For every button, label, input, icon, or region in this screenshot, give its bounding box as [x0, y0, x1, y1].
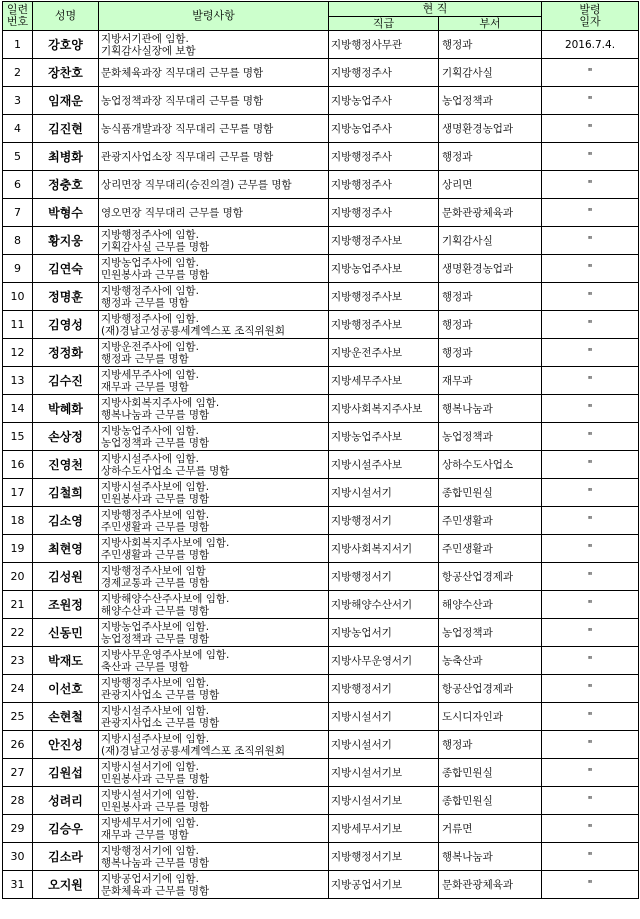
- row-order-text: [99, 675, 329, 703]
- row-current-grade: 지방행정서기: [329, 563, 439, 591]
- row-current-grade: 지방행정서기: [329, 675, 439, 703]
- row-order-text: [99, 199, 329, 227]
- table-row: [3, 731, 639, 759]
- row-order-line1: 지방서기관에 임함.: [101, 32, 189, 45]
- row-order-line1: 문화체육과장 직무대리 근무를 명함: [101, 66, 264, 79]
- row-order-line1: 지방시설주사보에 임함.: [101, 732, 210, 745]
- row-current-grade: 지방시설주사보: [329, 451, 439, 479]
- row-name: 손상정: [33, 423, 99, 451]
- row-serial-number: 7: [3, 199, 33, 227]
- header-grade: 직급: [329, 17, 439, 31]
- row-order-line2: 경제교통과 근무를 명함: [101, 576, 210, 589]
- row-order-line2: 행정과 근무를 명함: [101, 296, 189, 309]
- row-current-grade: 지방시설서기: [329, 703, 439, 731]
- row-serial-number: 15: [3, 423, 33, 451]
- row-serial-number: 30: [3, 843, 33, 871]
- row-order-date: ": [542, 479, 639, 507]
- row-current-department: 행정과: [439, 311, 542, 339]
- row-order-line1: 지방시설서기에 임함.: [101, 760, 199, 773]
- row-name: 조원정: [33, 591, 99, 619]
- row-order-text: [99, 815, 329, 843]
- row-order-line2: 주민생활과 근무를 명함: [101, 520, 210, 533]
- row-current-department: 농업정책과: [439, 619, 542, 647]
- row-current-grade: 지방행정주사보: [329, 311, 439, 339]
- row-order-date: ": [542, 311, 639, 339]
- row-order-date: ": [542, 675, 639, 703]
- row-order-text: [99, 311, 329, 339]
- row-order-line1: 지방행정주사보에 임함.: [101, 508, 210, 521]
- table-row: [3, 199, 639, 227]
- row-order-date: ": [542, 59, 639, 87]
- row-order-text: [99, 31, 329, 59]
- row-order-text: [99, 423, 329, 451]
- row-name: 박형수: [33, 199, 99, 227]
- row-serial-number: 13: [3, 367, 33, 395]
- row-serial-number: 24: [3, 675, 33, 703]
- row-current-grade: 지방농업주사: [329, 87, 439, 115]
- table-row: [3, 87, 639, 115]
- row-order-line2: 재무과 근무를 명함: [101, 380, 189, 393]
- row-order-text: [99, 535, 329, 563]
- row-current-department: 행정과: [439, 31, 542, 59]
- row-order-date: ": [542, 283, 639, 311]
- row-order-line1: 상리면장 직무대리(승진의결) 근무를 명함: [101, 178, 292, 191]
- row-order-line1: 농업정책과장 직무대리 근무를 명함: [101, 94, 264, 107]
- row-name: 김철희: [33, 479, 99, 507]
- row-name: 김연숙: [33, 255, 99, 283]
- row-current-grade: 지방농업서기: [329, 619, 439, 647]
- row-name: 장찬호: [33, 59, 99, 87]
- header-serial-line1: 일련: [6, 3, 29, 16]
- row-order-line2: 주민생활과 근무를 명함: [101, 548, 210, 561]
- row-current-department: 종합민원실: [439, 479, 542, 507]
- row-serial-number: 3: [3, 87, 33, 115]
- row-order-text: [99, 367, 329, 395]
- row-order-line1: 지방행정주사보에 임함.: [101, 676, 210, 689]
- row-current-grade: 지방행정주사보: [329, 227, 439, 255]
- row-current-department: 문화관광체육과: [439, 871, 542, 899]
- row-serial-number: 23: [3, 647, 33, 675]
- row-current-department: 도시디자인과: [439, 703, 542, 731]
- row-current-grade: 지방세무주사보: [329, 367, 439, 395]
- row-order-line1: 지방운전주사에 임함.: [101, 340, 199, 353]
- row-order-text: [99, 507, 329, 535]
- row-order-line2: 민원봉사과 근무를 명함: [101, 800, 210, 813]
- header-name: 성명: [33, 2, 99, 31]
- row-name: 정충호: [33, 171, 99, 199]
- row-serial-number: 31: [3, 871, 33, 899]
- row-order-line2: (재)경남고성공룡세계엑스포 조직위원회: [101, 744, 285, 757]
- row-current-department: 종합민원실: [439, 759, 542, 787]
- row-name: 박재도: [33, 647, 99, 675]
- row-order-line2: 민원봉사과 근무를 명함: [101, 492, 210, 505]
- row-order-text: [99, 843, 329, 871]
- row-current-department: 행복나눔과: [439, 843, 542, 871]
- row-order-date: ": [542, 591, 639, 619]
- row-name: 김승우: [33, 815, 99, 843]
- row-name: 강호양: [33, 31, 99, 59]
- row-order-line1: 지방세무서기에 임함.: [101, 816, 199, 829]
- header-serial-number: [3, 2, 33, 31]
- row-order-line2: 재무과 근무를 명함: [101, 828, 189, 841]
- row-order-text: [99, 703, 329, 731]
- row-name: 임재운: [33, 87, 99, 115]
- table-row: [3, 507, 639, 535]
- row-order-text: [99, 731, 329, 759]
- row-order-text: [99, 395, 329, 423]
- table-row: [3, 339, 639, 367]
- table-row: [3, 843, 639, 871]
- table-row: [3, 227, 639, 255]
- row-order-line1: 지방행정서기에 임함.: [101, 844, 199, 857]
- row-name: 손현철: [33, 703, 99, 731]
- row-order-line1: 영오면장 직무대리 근무를 명함: [101, 206, 243, 219]
- row-name: 진영천: [33, 451, 99, 479]
- table-row: [3, 451, 639, 479]
- row-order-text: [99, 591, 329, 619]
- row-current-department: 상리면: [439, 171, 542, 199]
- row-name: 황지웅: [33, 227, 99, 255]
- row-order-line2: 행정과 근무를 명함: [101, 352, 189, 365]
- table-row: [3, 143, 639, 171]
- row-order-line1: 지방사무운영주사보에 임함.: [101, 648, 230, 661]
- row-order-text: [99, 759, 329, 787]
- row-order-line1: 관광지사업소장 직무대리 근무를 명함: [101, 150, 274, 163]
- table-row: [3, 171, 639, 199]
- row-serial-number: 16: [3, 451, 33, 479]
- row-order-line1: 지방해양수산주사보에 임함.: [101, 592, 230, 605]
- row-order-text: [99, 479, 329, 507]
- row-order-date: ": [542, 815, 639, 843]
- header-order: 발령사항: [99, 2, 329, 31]
- row-current-grade: 지방행정서기보: [329, 843, 439, 871]
- row-order-date: ": [542, 339, 639, 367]
- row-current-grade: 지방운전주사보: [329, 339, 439, 367]
- row-order-line2: 축산과 근무를 명함: [101, 660, 189, 673]
- row-name: 김원섭: [33, 759, 99, 787]
- row-order-text: [99, 787, 329, 815]
- row-serial-number: 27: [3, 759, 33, 787]
- row-serial-number: 11: [3, 311, 33, 339]
- row-order-date: ": [542, 199, 639, 227]
- row-current-department: 농업정책과: [439, 423, 542, 451]
- row-current-grade: 지방시설서기: [329, 731, 439, 759]
- table-row: [3, 871, 639, 899]
- row-order-line1: 지방시설주사보에 임함.: [101, 704, 210, 717]
- row-order-line2: (재)경남고성공룡세계엑스포 조직위원회: [101, 324, 285, 337]
- row-order-date: ": [542, 451, 639, 479]
- row-current-department: 항공산업경제과: [439, 675, 542, 703]
- row-serial-number: 21: [3, 591, 33, 619]
- row-current-department: 재무과: [439, 367, 542, 395]
- row-current-grade: 지방사회복지주사보: [329, 395, 439, 423]
- row-current-department: 상하수도사업소: [439, 451, 542, 479]
- row-order-text: [99, 283, 329, 311]
- table-row: [3, 479, 639, 507]
- row-current-grade: 지방세무서기보: [329, 815, 439, 843]
- table-header: [3, 2, 639, 31]
- row-order-line1: 지방사회복지주사보에 임함.: [101, 536, 230, 549]
- table-row: [3, 703, 639, 731]
- row-name: 김소라: [33, 843, 99, 871]
- header-date-line2: 일자: [579, 15, 601, 28]
- row-order-text: [99, 647, 329, 675]
- row-order-date: ": [542, 535, 639, 563]
- table-row: [3, 759, 639, 787]
- row-order-date: ": [542, 143, 639, 171]
- row-serial-number: 17: [3, 479, 33, 507]
- row-order-line1: 지방행정주사에 임함.: [101, 228, 199, 241]
- row-current-department: 생명환경농업과: [439, 115, 542, 143]
- header-serial-line2: 번호: [6, 15, 29, 28]
- row-name: 김소영: [33, 507, 99, 535]
- row-current-department: 행정과: [439, 283, 542, 311]
- table-row: [3, 591, 639, 619]
- row-order-line2: 농업정책과 근무를 명함: [101, 436, 210, 449]
- row-order-line2: 행복나눔과 근무를 명함: [101, 408, 210, 421]
- table-row: [3, 423, 639, 451]
- row-serial-number: 12: [3, 339, 33, 367]
- row-current-grade: 지방시설서기: [329, 479, 439, 507]
- row-order-line2: 행복나눔과 근무를 명함: [101, 856, 210, 869]
- row-order-line1: 지방시설서기에 임함.: [101, 788, 199, 801]
- row-order-date: ": [542, 367, 639, 395]
- row-order-line2: 민원봉사과 근무를 명함: [101, 772, 210, 785]
- row-name: 정정화: [33, 339, 99, 367]
- row-current-grade: 지방시설서기보: [329, 787, 439, 815]
- row-current-department: 농업정책과: [439, 87, 542, 115]
- row-current-grade: 지방농업주사: [329, 115, 439, 143]
- row-current-department: 거류면: [439, 815, 542, 843]
- table-row: [3, 563, 639, 591]
- row-current-grade: 지방행정주사: [329, 143, 439, 171]
- row-name: 최병화: [33, 143, 99, 171]
- row-order-line2: 기획감사실 근무를 명함: [101, 240, 210, 253]
- row-current-department: 기획감사실: [439, 227, 542, 255]
- row-serial-number: 1: [3, 31, 33, 59]
- row-serial-number: 6: [3, 171, 33, 199]
- row-order-line2: 상하수도사업소 근무를 명함: [101, 464, 230, 477]
- row-order-date: 2016.7.4.: [542, 31, 639, 59]
- row-current-grade: 지방해양수산서기: [329, 591, 439, 619]
- row-order-line2: 관광지사업소 근무를 명함: [101, 716, 220, 729]
- row-order-line2: 기획감사실장에 보함: [101, 44, 196, 57]
- table-row: [3, 283, 639, 311]
- row-order-line1: 지방행정주사보에 임함: [101, 564, 206, 577]
- row-serial-number: 19: [3, 535, 33, 563]
- row-order-text: [99, 255, 329, 283]
- table-row: [3, 367, 639, 395]
- row-serial-number: 18: [3, 507, 33, 535]
- row-current-grade: 지방행정주사: [329, 59, 439, 87]
- table-body: [3, 31, 639, 899]
- row-order-line1: 지방공업서기에 임함.: [101, 872, 199, 885]
- row-current-department: 주민생활과: [439, 507, 542, 535]
- row-name: 김성원: [33, 563, 99, 591]
- row-serial-number: 29: [3, 815, 33, 843]
- row-order-line2: 관광지사업소 근무를 명함: [101, 688, 220, 701]
- row-order-line1: 지방행정주사에 임함.: [101, 284, 199, 297]
- row-order-date: ": [542, 87, 639, 115]
- row-order-line1: 농식품개발과장 직무대리 근무를 명함: [101, 122, 274, 135]
- row-current-grade: 지방공업서기보: [329, 871, 439, 899]
- row-serial-number: 20: [3, 563, 33, 591]
- row-order-text: [99, 87, 329, 115]
- table-row: [3, 619, 639, 647]
- table-row: [3, 311, 639, 339]
- row-current-department: 생명환경농업과: [439, 255, 542, 283]
- row-order-date: ": [542, 787, 639, 815]
- row-serial-number: 9: [3, 255, 33, 283]
- row-order-line1: 지방농업주사보에 임함.: [101, 620, 210, 633]
- row-order-line2: 문화체육과 근무를 명함: [101, 884, 210, 897]
- row-order-date: ": [542, 563, 639, 591]
- row-current-grade: 지방행정서기: [329, 507, 439, 535]
- row-current-grade: 지방행정주사보: [329, 283, 439, 311]
- row-order-text: [99, 59, 329, 87]
- row-current-department: 행정과: [439, 143, 542, 171]
- row-order-date: ": [542, 171, 639, 199]
- row-name: 김수진: [33, 367, 99, 395]
- row-current-grade: 지방사회복지서기: [329, 535, 439, 563]
- row-name: 안진성: [33, 731, 99, 759]
- row-name: 성려리: [33, 787, 99, 815]
- row-order-date: ": [542, 619, 639, 647]
- row-current-grade: 지방시설서기보: [329, 759, 439, 787]
- header-current-position: 현 직: [329, 2, 542, 17]
- row-current-department: 행정과: [439, 339, 542, 367]
- table-row: [3, 535, 639, 563]
- row-order-text: [99, 227, 329, 255]
- row-order-date: ": [542, 871, 639, 899]
- row-serial-number: 2: [3, 59, 33, 87]
- row-order-date: ": [542, 255, 639, 283]
- table-row: [3, 59, 639, 87]
- row-order-line1: 지방시설주사보에 임함.: [101, 480, 210, 493]
- table-row: [3, 395, 639, 423]
- row-current-grade: 지방행정사무관: [329, 31, 439, 59]
- row-order-line1: 지방시설주사에 임함.: [101, 452, 199, 465]
- row-order-text: [99, 619, 329, 647]
- row-order-text: [99, 339, 329, 367]
- row-order-line1: 지방농업주사에 임함.: [101, 424, 199, 437]
- row-order-line2: 민원봉사과 근무를 명함: [101, 268, 210, 281]
- table-row: [3, 255, 639, 283]
- row-serial-number: 5: [3, 143, 33, 171]
- row-order-text: [99, 171, 329, 199]
- header-date-line1: 발령: [579, 3, 601, 16]
- row-order-line2: 농업정책과 근무를 명함: [101, 632, 210, 645]
- row-order-date: ": [542, 647, 639, 675]
- row-name: 신동민: [33, 619, 99, 647]
- row-order-date: ": [542, 227, 639, 255]
- header-order-date: [542, 2, 639, 31]
- row-order-line1: 지방농업주사에 임함.: [101, 256, 199, 269]
- row-order-line2: 해양수산과 근무를 명함: [101, 604, 210, 617]
- row-current-grade: 지방행정주사: [329, 171, 439, 199]
- row-order-date: ": [542, 423, 639, 451]
- table-row: [3, 675, 639, 703]
- row-current-grade: 지방행정주사: [329, 199, 439, 227]
- row-current-department: 기획감사실: [439, 59, 542, 87]
- table-row: [3, 815, 639, 843]
- table-row: [3, 787, 639, 815]
- row-current-department: 주민생활과: [439, 535, 542, 563]
- row-serial-number: 22: [3, 619, 33, 647]
- header-department: 부서: [439, 17, 542, 31]
- row-serial-number: 8: [3, 227, 33, 255]
- row-serial-number: 26: [3, 731, 33, 759]
- row-name: 최현영: [33, 535, 99, 563]
- row-current-department: 종합민원실: [439, 787, 542, 815]
- row-order-date: ": [542, 731, 639, 759]
- row-current-department: 문화관광체육과: [439, 199, 542, 227]
- table-row: [3, 31, 639, 59]
- row-order-text: [99, 563, 329, 591]
- row-order-date: ": [542, 115, 639, 143]
- row-serial-number: 14: [3, 395, 33, 423]
- row-name: 오지원: [33, 871, 99, 899]
- row-order-line1: 지방사회복지주사에 임함.: [101, 396, 220, 409]
- row-current-grade: 지방사무운영서기: [329, 647, 439, 675]
- row-serial-number: 28: [3, 787, 33, 815]
- row-current-department: 항공산업경제과: [439, 563, 542, 591]
- table-row: [3, 647, 639, 675]
- row-order-date: ": [542, 507, 639, 535]
- row-current-department: 해양수산과: [439, 591, 542, 619]
- row-current-grade: 지방농업주사보: [329, 255, 439, 283]
- row-name: 김영성: [33, 311, 99, 339]
- personnel-order-table: [2, 1, 639, 899]
- row-current-department: 농축산과: [439, 647, 542, 675]
- row-order-date: ": [542, 843, 639, 871]
- row-order-date: ": [542, 395, 639, 423]
- row-order-line1: 지방세무주사에 임함.: [101, 368, 199, 381]
- row-serial-number: 4: [3, 115, 33, 143]
- row-current-department: 행정과: [439, 731, 542, 759]
- row-name: 이선호: [33, 675, 99, 703]
- row-current-department: 행복나눔과: [439, 395, 542, 423]
- row-order-text: [99, 115, 329, 143]
- row-order-date: ": [542, 703, 639, 731]
- row-order-date: ": [542, 759, 639, 787]
- row-order-text: [99, 143, 329, 171]
- row-serial-number: 10: [3, 283, 33, 311]
- row-current-grade: 지방농업주사보: [329, 423, 439, 451]
- row-order-line1: 지방행정주사에 임함.: [101, 312, 199, 325]
- table-row: [3, 115, 639, 143]
- row-name: 정명훈: [33, 283, 99, 311]
- row-order-text: [99, 871, 329, 899]
- row-serial-number: 25: [3, 703, 33, 731]
- row-order-text: [99, 451, 329, 479]
- row-name: 박혜화: [33, 395, 99, 423]
- row-name: 김진현: [33, 115, 99, 143]
